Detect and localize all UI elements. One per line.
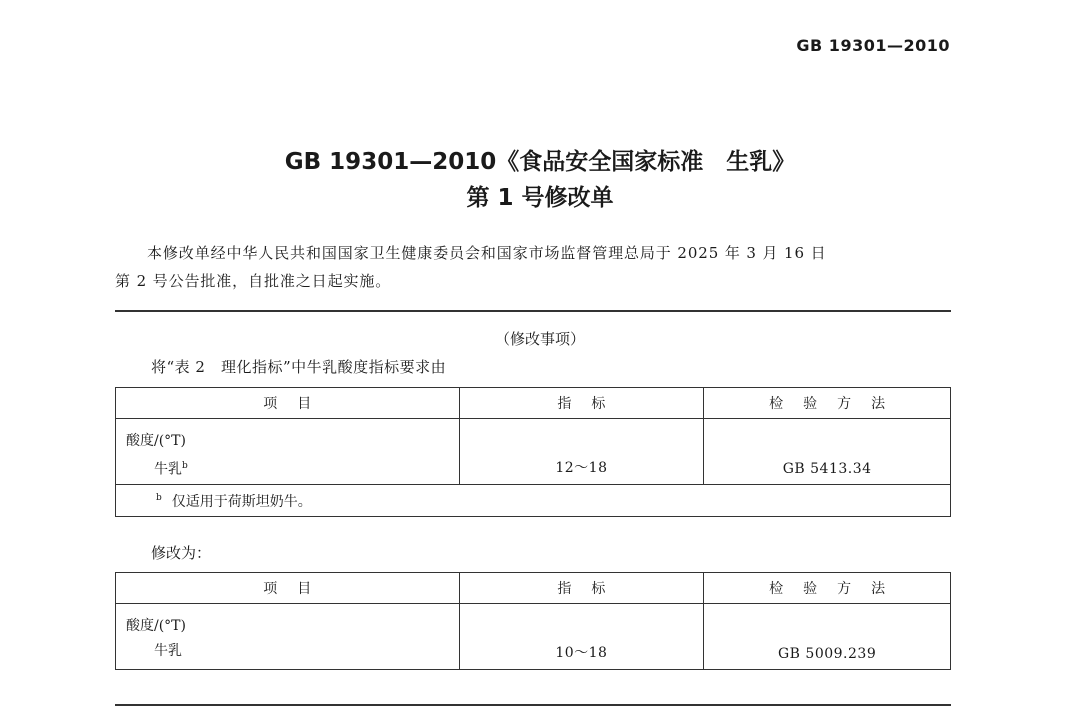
header-index: 指标 <box>459 573 704 604</box>
section-divider-top <box>115 310 951 312</box>
footnote-text: 仅适用于荷斯坦奶牛。 <box>171 493 312 510</box>
index-value: 12～18 <box>459 419 704 485</box>
header-method: 检验方法 <box>704 388 951 419</box>
footnote-ref: b <box>182 461 188 471</box>
item-name: 酸度/(°T) <box>126 618 186 634</box>
section-divider-bottom <box>115 704 951 706</box>
modify-to-label: 修改为： <box>151 544 212 562</box>
footnote-cell <box>116 485 951 517</box>
intro-line-1: 本修改单经中华人民共和国国家卫生健康委员会和国家市场监督管理总局于 2025 年 3 月 16 日 <box>147 244 827 262</box>
table-header-row <box>116 388 951 419</box>
item-cell <box>116 604 460 670</box>
section-heading: （修改事项） <box>494 330 585 348</box>
item-sub <box>126 454 459 483</box>
original-requirement-table <box>115 387 951 517</box>
standard-code: GB 19301—2010 <box>796 36 950 55</box>
header-item: 项目 <box>116 388 460 419</box>
item-sub-label: 牛乳 <box>154 461 182 478</box>
table-row <box>116 604 951 670</box>
item-name: 酸度/(°T) <box>126 433 186 449</box>
header-method: 检验方法 <box>704 573 951 604</box>
item-cell <box>116 419 460 485</box>
index-value: 10～18 <box>459 604 704 670</box>
table-row <box>116 419 951 485</box>
amendment-lead-text: 将“表 2 理化指标”中牛乳酸度指标要求由 <box>151 358 447 376</box>
revised-requirement-table <box>115 572 951 670</box>
method-value: GB 5413.34 <box>704 419 951 485</box>
intro-line-2: 第 2 号公告批准，自批准之日起实施。 <box>115 272 392 290</box>
footnote-row <box>116 485 951 517</box>
document-title: GB 19301—2010《食品安全国家标准 生乳》 <box>284 149 796 175</box>
header-item: 项目 <box>116 573 460 604</box>
table-header-row <box>116 573 951 604</box>
method-value: GB 5009.239 <box>704 604 951 670</box>
item-sub: 牛乳 <box>154 643 182 659</box>
footnote-mark: b <box>156 492 162 503</box>
document-subtitle: 第 1 号修改单 <box>466 185 614 211</box>
header-index: 指标 <box>459 388 704 419</box>
